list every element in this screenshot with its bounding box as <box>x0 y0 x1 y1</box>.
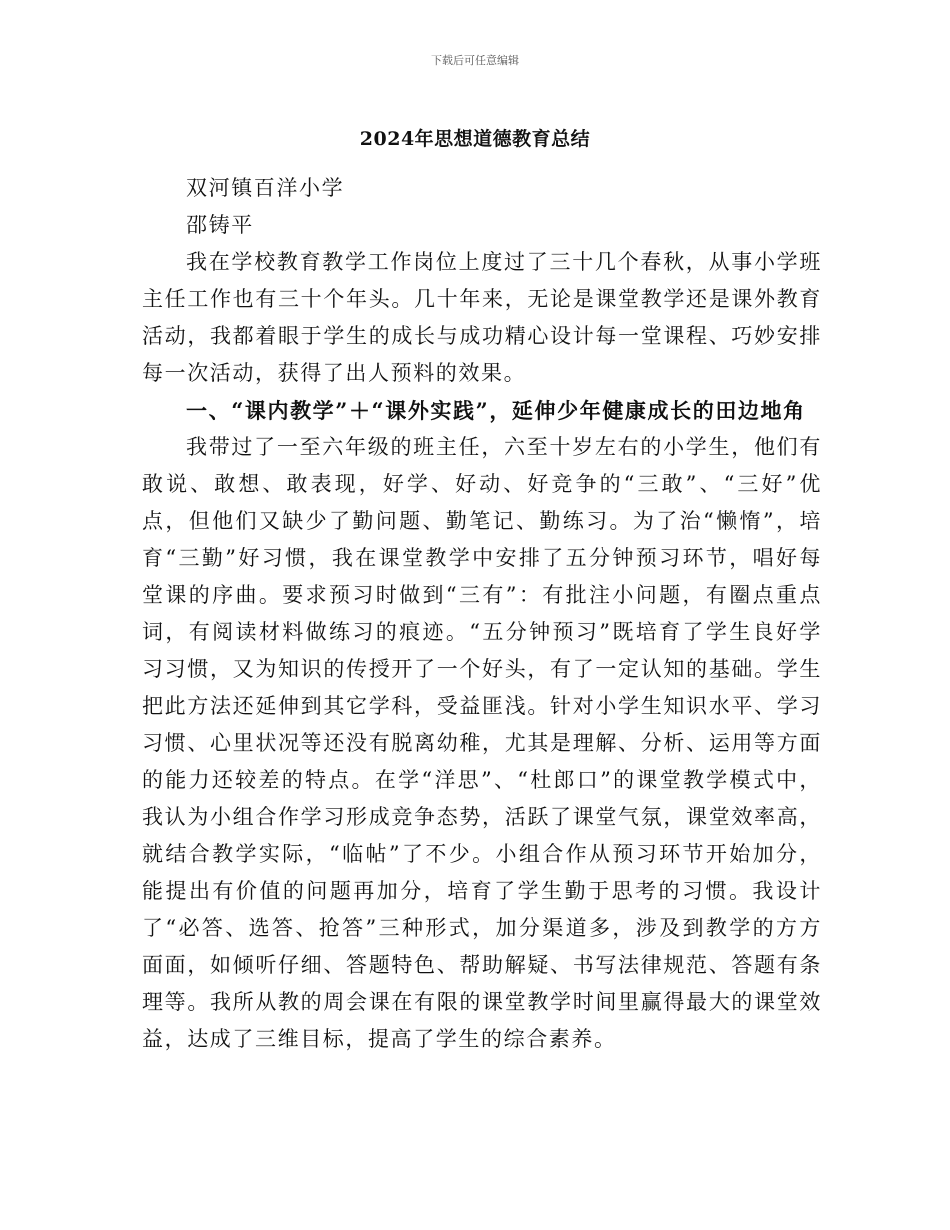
section-heading: 一、“课内教学”＋“课外实践”，延伸少年健康成长的田边地角 <box>186 398 806 423</box>
intro-paragraph: 我在学校教育教学工作岗位上度过了三十几个春秋，从事小学班主任工作也有三十个年头。几十年来，无论是课堂教学还是课外教育活动，我都着眼于学生的成长与成功精心设计每一堂课程、巧妙安排每一次活动，获得了出人预料的效果。 <box>142 250 822 385</box>
header-note: 下载后可任意编辑 <box>431 54 519 67</box>
school-name: 双河镇百洋小学 <box>186 176 345 200</box>
author-name: 邵铸平 <box>186 213 254 237</box>
section-paragraph: 我带过了一至六年级的班主任，六至十岁左右的小学生，他们有敢说、敢想、敢表现，好学、好动、好竞争的“三敢”、“三好”优点，但他们又缺少了勤问题、勤笔记、勤练习。为了治“懒惰”，培育“三勤”好习惯，我在课堂教学中安排了五分钟预习环节，唱好每堂课的序曲。要求预习时做到“三有”：有批注小问题，有圈点重点词，有阅读材料做练习的痕迹。“五分钟预习”既培育了学生良好学习习惯，又为知识的传授开了一个好头，有了一定认知的基础。学生把此方法还延伸到其它学科，受益匪浅。针对小学生知识水平、学习习惯、心里状况等还没有脱离幼稚，尤其是理解、分析、运用等方面的能力还较差的特点。在学“洋思”、“杜郎口”的课堂教学模式中，我认为小组合作学习形成竞争态势，活跃了课堂气氛，课堂效率高，就结合教学实际，“临帖”了不少。小组合作从预习环节开始加分，能提出有价值的问题再加分，培育了学生勤于思考的习惯。我设计了“必答、选答、抢答”三种形式，加分渠道多，涉及到教学的方方面面，如倾听仔细、答题特色、帮助解疑、书写法律规范、答题有条理等。我所从教的周会课在有限的课堂教学时间里赢得最大的课堂效益，达成了三维目标，提高了学生的综合素养。 <box>142 435 822 1051</box>
document-title: 2024年思想道德教育总结 <box>359 128 591 150</box>
document-body <box>142 170 822 1058</box>
